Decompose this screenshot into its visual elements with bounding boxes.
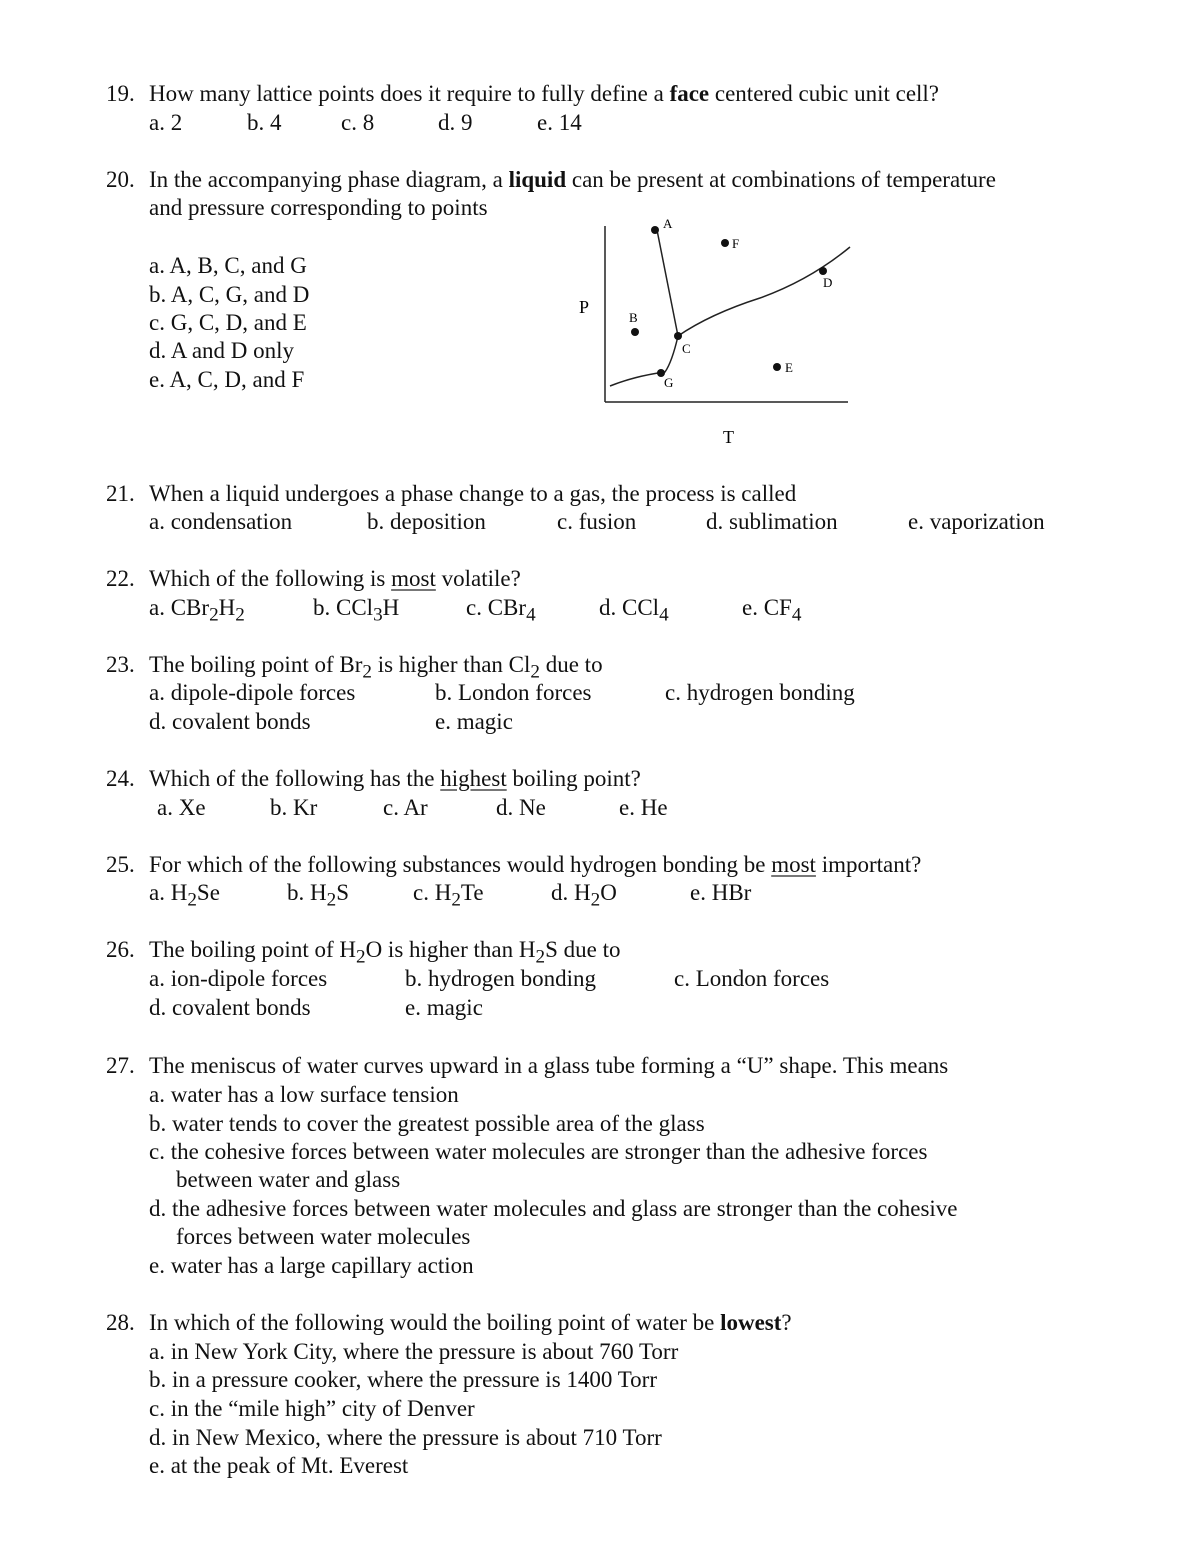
option-23e: e. magic: [435, 709, 513, 734]
question-20-stem-line2: and pressure corresponding to points: [149, 195, 488, 220]
option-25d: d. $H_2O$: [551, 880, 617, 911]
option-26e: e. magic: [405, 995, 483, 1020]
question-24-stem: Which of the following has the highest boiling point?: [149, 766, 641, 791]
option-20a: a. A, B, C, and G: [149, 253, 307, 278]
option-27b: b. water tends to cover the greatest possible area of the glass: [149, 1111, 705, 1136]
question-26-number: 26.: [106, 937, 135, 962]
point-b-label: B: [629, 310, 638, 325]
option-22c: c. CBr$_4$: [466, 595, 536, 626]
option-27e: e. water has a large capillary action: [149, 1253, 474, 1278]
option-27c-cont: between water and glass: [176, 1167, 401, 1192]
option-23a: a. dipole-dipole forces: [149, 680, 356, 705]
point-d-label: D: [823, 275, 833, 290]
option-25e: e. HBr: [690, 880, 752, 905]
point-d-dot: [819, 267, 827, 275]
question-22-number: 22.: [106, 566, 135, 591]
point-f-dot: [721, 239, 729, 247]
option-21a: a. condensation: [149, 509, 293, 534]
option-25b: b. $H_2S$: [287, 880, 349, 911]
question-25-stem: For which of the following substances would hydrogen bonding be most important?: [149, 852, 922, 877]
option-24c: c. Ar: [383, 795, 428, 820]
question-19-number: 19.: [106, 81, 135, 106]
question-26-stem: The boiling point of $H_2O$ is higher than $H_2S$ due to: [149, 937, 621, 968]
option-26b: b. hydrogen bonding: [405, 966, 597, 991]
point-f-label: F: [732, 236, 740, 251]
point-e-label: E: [785, 360, 793, 375]
option-26a: a. ion-dipole forces: [149, 966, 328, 991]
option-19d: d. 9: [438, 110, 473, 135]
option-24d: d. Ne: [496, 795, 546, 820]
option-25a: a. $H_2Se$: [149, 880, 220, 911]
option-23b: b. London forces: [435, 680, 592, 705]
option-27d: d. the adhesive forces between water molecules and glass are stronger than the cohesive: [149, 1196, 958, 1221]
point-a-label: A: [663, 216, 673, 231]
option-24b: b. Kr: [270, 795, 318, 820]
option-26d: d. covalent bonds: [149, 995, 311, 1020]
question-19-stem: How many lattice points does it require to fully define a face centered cubic unit cell?: [149, 81, 940, 106]
option-24e: e. He: [619, 795, 668, 820]
point-g-label: G: [664, 375, 674, 390]
option-21c: c. fusion: [557, 509, 637, 534]
option-27d-cont: forces between water molecules: [176, 1224, 471, 1249]
option-28c: c. in the “mile high” city of Denver: [149, 1396, 475, 1421]
question-25-number: 25.: [106, 852, 135, 877]
option-27c: c. the cohesive forces between water molecules are stronger than the adhesive forces: [149, 1139, 928, 1164]
point-b-dot: [631, 328, 639, 336]
option-25c: c. $H_2Te$: [413, 880, 484, 911]
option-28e: e. at the peak of Mt. Everest: [149, 1453, 409, 1478]
option-28b: b. in a pressure cooker, where the pressure is 1400 Torr: [149, 1367, 657, 1392]
question-20-stem: In the accompanying phase diagram, a liquid can be present at combinations of temperature: [149, 167, 996, 192]
option-27a: a. water has a low surface tension: [149, 1082, 459, 1107]
option-22b: b. CCl$_3$H: [313, 595, 400, 626]
question-28-stem: In which of the following would the boiling point of water be lowest?: [149, 1310, 792, 1335]
option-28a: a. in New York City, where the pressure is about 760 Torr: [149, 1339, 679, 1364]
option-22a: a. $CBr_2H_2$: [149, 595, 245, 626]
option-24a: a. Xe: [157, 795, 206, 820]
option-23d: d. covalent bonds: [149, 709, 311, 734]
option-21d: d. sublimation: [706, 509, 838, 534]
option-19b: b. 4: [247, 110, 282, 135]
question-21-number: 21.: [106, 481, 135, 506]
phase-diagram: [560, 210, 860, 460]
point-c-dot: [674, 332, 682, 340]
option-20e: e. A, C, D, and F: [149, 367, 305, 392]
question-27-stem: The meniscus of water curves upward in a glass tube forming a “U” shape. This means: [149, 1053, 949, 1078]
option-22d: d. CCl$_4$: [599, 595, 669, 626]
option-20d: d. A and D only: [149, 338, 295, 363]
option-23c: c. hydrogen bonding: [665, 680, 855, 705]
question-23-stem: The boiling point of $Br_2$ is higher than $Cl_2$ due to: [149, 652, 603, 683]
question-24-number: 24.: [106, 766, 135, 791]
option-21b: b. deposition: [367, 509, 486, 534]
option-22e: e. $CF_4$: [742, 595, 802, 626]
question-21-stem: When a liquid undergoes a phase change to a gas, the process is called: [149, 481, 797, 506]
option-28d: d. in New Mexico, where the pressure is about 710 Torr: [149, 1425, 662, 1450]
y-axis-label: P: [579, 297, 590, 317]
point-a-dot: [651, 226, 659, 234]
question-20-number: 20.: [106, 167, 135, 192]
option-26c: c. London forces: [674, 966, 830, 991]
question-22-stem: Which of the following is most volatile?: [149, 566, 521, 591]
point-c-label: C: [682, 341, 691, 356]
x-axis-label: T: [723, 427, 734, 447]
question-27-number: 27.: [106, 1053, 135, 1078]
question-23-number: 23.: [106, 652, 135, 677]
question-28-number: 28.: [106, 1310, 135, 1335]
fusion-curve: [657, 230, 678, 336]
option-19a: a. 2: [149, 110, 183, 135]
option-21e: e. vaporization: [908, 509, 1045, 534]
option-19c: c. 8: [341, 110, 375, 135]
option-19e: e. 14: [537, 110, 582, 135]
option-20b: b. A, C, G, and D: [149, 282, 310, 307]
point-e-dot: [773, 363, 781, 371]
vaporization-curve: [678, 247, 850, 336]
option-20c: c. G, C, D, and E: [149, 310, 307, 335]
